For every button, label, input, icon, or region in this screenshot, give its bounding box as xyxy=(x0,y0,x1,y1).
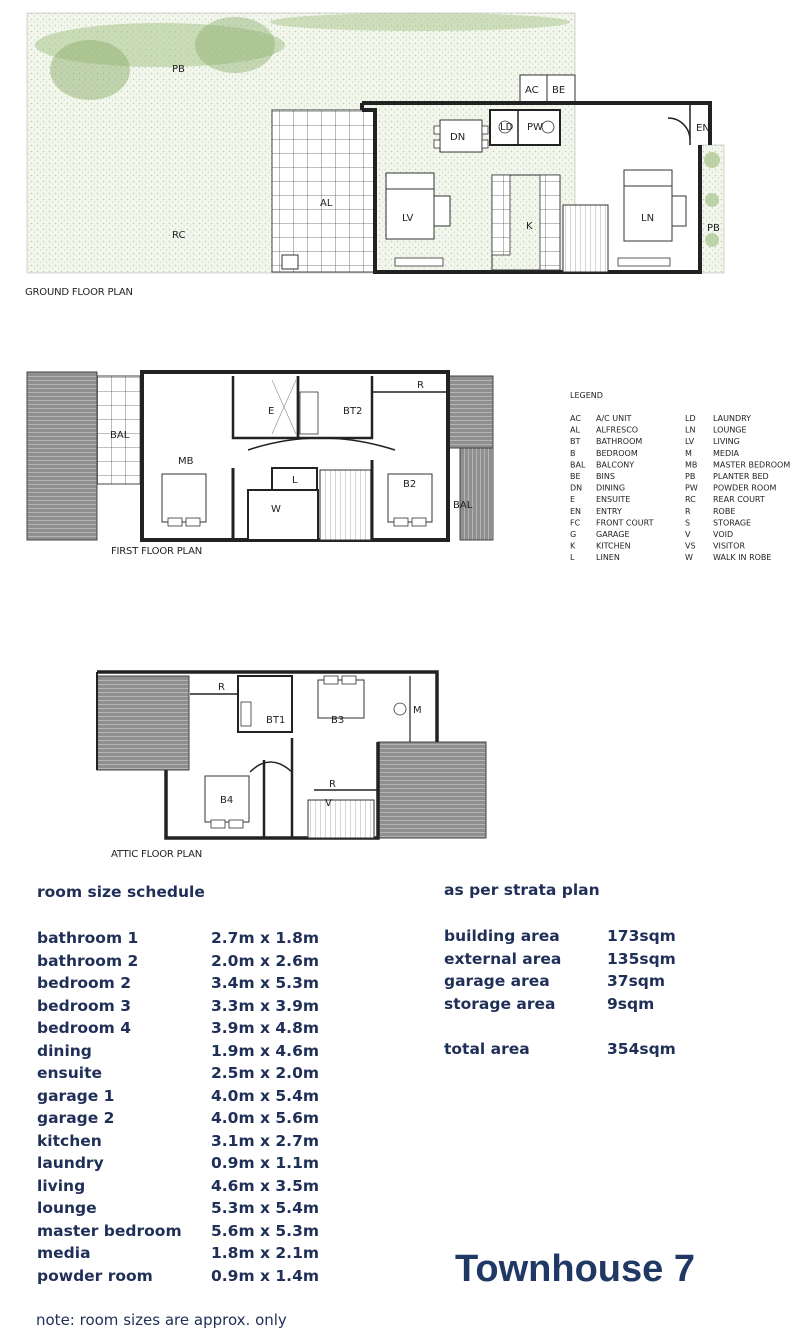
legend-code: B xyxy=(570,448,576,458)
schedule-room-size: 3.3m x 3.9m xyxy=(211,996,320,1015)
legend-name: ROBE xyxy=(713,506,736,516)
legend-name: LINEN xyxy=(596,553,620,563)
schedule-room-name: bathroom 1 xyxy=(37,929,139,947)
schedule-row xyxy=(37,1017,337,1040)
living-sofa xyxy=(386,173,434,189)
legend-name: FRONT COURT xyxy=(596,518,654,528)
strata-row xyxy=(444,925,784,948)
schedule-room-size: 4.0m x 5.4m xyxy=(211,1086,320,1105)
legend-name: BATHROOM xyxy=(596,437,643,447)
legend-name: MEDIA xyxy=(713,448,739,458)
strata-table xyxy=(444,925,784,1065)
label-b3: B3 xyxy=(331,715,345,726)
legend-code: BE xyxy=(570,472,581,481)
schedule-room-size: 1.8m x 2.1m xyxy=(211,1244,320,1262)
schedule-row xyxy=(37,1265,337,1288)
strata-row-name: storage area xyxy=(444,994,556,1013)
label-rc: RC xyxy=(172,230,186,241)
legend-code: K xyxy=(570,541,576,551)
schedule-room-name: master bedroom xyxy=(37,1221,182,1240)
first-stairs xyxy=(320,470,372,540)
label-dn: DN xyxy=(450,132,466,143)
legend-code: AC xyxy=(570,414,581,423)
label-w: W xyxy=(271,504,281,515)
first-floor-title: FIRST FLOOR PLAN xyxy=(111,546,203,557)
strata-row-value: 37sqm xyxy=(607,972,666,990)
schedule-row xyxy=(37,1130,337,1153)
label-be: BE xyxy=(552,85,566,96)
label-pb-side: PB xyxy=(707,223,720,234)
first-deck-left xyxy=(27,372,97,540)
ground-floor-plan xyxy=(25,13,724,298)
first-deck-right xyxy=(460,448,493,540)
label-mb: MB xyxy=(178,456,194,467)
schedule-room-size: 0.9m x 1.1m xyxy=(211,1154,320,1172)
label-ac: AC xyxy=(525,85,539,96)
legend-title: LEGEND xyxy=(570,391,603,400)
label-bt2: BT2 xyxy=(343,406,363,417)
schedule-room-name: bedroom 3 xyxy=(37,996,131,1015)
room-schedule-table xyxy=(37,927,357,1287)
attic-floor-plan xyxy=(97,672,486,860)
legend-code: PB xyxy=(685,472,696,481)
schedule-room-name: laundry xyxy=(37,1154,104,1172)
schedule-room-name: living xyxy=(37,1176,86,1195)
legend-name: ALFRESCO xyxy=(596,425,639,435)
legend-code: EN xyxy=(570,506,582,516)
legend-code: FC xyxy=(570,518,581,528)
label-l: L xyxy=(292,475,298,486)
schedule-room-name: dining xyxy=(37,1041,92,1060)
label-ln: LN xyxy=(641,213,655,224)
schedule-room-name: garage 1 xyxy=(37,1086,115,1105)
legend-code: LV xyxy=(685,437,695,447)
legend-name: ENSUITE xyxy=(596,495,631,505)
schedule-room-size: 3.1m x 2.7m xyxy=(211,1131,320,1150)
legend-name: REAR COURT xyxy=(713,495,765,505)
legend-name: LAUNDRY xyxy=(713,414,752,423)
room-schedule-title: room size schedule xyxy=(37,883,205,901)
label-r2: R xyxy=(329,779,336,790)
schedule-room-name: kitchen xyxy=(37,1131,102,1150)
schedule-row xyxy=(37,1175,337,1198)
schedule-row xyxy=(37,1220,337,1243)
schedule-row xyxy=(37,1197,337,1220)
schedule-room-name: bedroom 4 xyxy=(37,1019,131,1037)
ground-stairs xyxy=(563,205,608,272)
schedule-room-size: 2.7m x 1.8m xyxy=(211,929,320,947)
attic-floor-title: ATTIC FLOOR PLAN xyxy=(111,849,203,860)
schedule-room-size: 5.6m x 5.3m xyxy=(211,1221,320,1240)
label-b2: B2 xyxy=(403,479,417,490)
legend-name: LIVING xyxy=(713,437,740,447)
strata-total-name: total area xyxy=(444,1040,530,1058)
strata-row-name: external area xyxy=(444,949,562,968)
schedule-room-name: garage 2 xyxy=(37,1109,115,1127)
label-k: K xyxy=(526,221,533,232)
legend-name: GARAGE xyxy=(596,530,630,539)
schedule-room-size: 2.5m x 2.0m xyxy=(211,1064,320,1082)
schedule-room-size: 4.6m x 3.5m xyxy=(211,1176,320,1195)
alfresco-tiles xyxy=(272,110,375,272)
legend-name: WALK IN ROBE xyxy=(713,553,772,563)
schedule-room-name: bedroom 2 xyxy=(37,974,131,992)
legend-code: M xyxy=(685,448,692,458)
legend-code: L xyxy=(570,553,575,563)
strata-row xyxy=(444,970,784,993)
legend-name: MASTER BEDROOM xyxy=(713,460,791,470)
legend-name: VOID xyxy=(713,530,734,539)
label-b4: B4 xyxy=(220,795,234,806)
schedule-row xyxy=(37,927,337,950)
strata-row-value: 135sqm xyxy=(607,949,676,968)
legend-code: G xyxy=(570,530,577,539)
label-r: R xyxy=(417,380,424,391)
label-bt1: BT1 xyxy=(266,715,286,726)
label-m: M xyxy=(413,705,422,716)
size-note: note: room sizes are approx. only xyxy=(36,1311,287,1329)
schedule-room-size: 0.9m x 1.4m xyxy=(211,1266,320,1285)
legend-code: AL xyxy=(570,425,580,435)
legend-code: LN xyxy=(685,425,696,435)
property-title: Townhouse 7 xyxy=(455,1248,695,1290)
legend-code: MB xyxy=(685,460,698,470)
legend xyxy=(570,391,790,562)
legend-name: BEDROOM xyxy=(596,448,638,458)
legend-name: PLANTER BED xyxy=(713,472,769,481)
label-bal-left: BAL xyxy=(110,430,130,441)
schedule-room-name: media xyxy=(37,1244,91,1262)
schedule-room-name: bathroom 2 xyxy=(37,951,139,970)
schedule-room-size: 1.9m x 4.6m xyxy=(211,1041,320,1060)
strata-total-row xyxy=(444,1038,784,1061)
strata-row-value: 9sqm xyxy=(607,994,655,1013)
first-floor-plan xyxy=(27,372,493,557)
label-pb-top: PB xyxy=(172,64,185,75)
schedule-row xyxy=(37,972,337,995)
strata-row xyxy=(444,948,784,971)
legend-code: S xyxy=(685,518,691,528)
strata-total-value: 354sqm xyxy=(607,1040,676,1058)
strata-row-name: garage area xyxy=(444,972,550,990)
schedule-room-size: 5.3m x 5.4m xyxy=(211,1199,320,1217)
label-ld: LD xyxy=(500,122,514,133)
schedule-room-size: 4.0m x 5.6m xyxy=(211,1109,320,1127)
strata-row-value: 173sqm xyxy=(607,927,676,945)
schedule-room-size: 3.9m x 4.8m xyxy=(211,1019,320,1037)
schedule-room-size: 2.0m x 2.6m xyxy=(211,951,320,970)
legend-code: DN xyxy=(570,483,583,493)
schedule-row xyxy=(37,1085,337,1108)
schedule-room-name: powder room xyxy=(37,1266,153,1285)
schedule-row xyxy=(37,1040,337,1063)
legend-name: LOUNGE xyxy=(713,425,747,435)
legend-name: STORAGE xyxy=(713,518,752,528)
strata-row-name: building area xyxy=(444,927,560,945)
legend-code: PW xyxy=(685,483,698,493)
legend-code: LD xyxy=(685,414,696,423)
strata-title: as per strata plan xyxy=(444,881,600,899)
attic-deck-right xyxy=(378,742,486,838)
schedule-row xyxy=(37,1107,337,1130)
schedule-room-name: ensuite xyxy=(37,1064,103,1082)
legend-code: V xyxy=(685,530,691,539)
label-v: V xyxy=(325,798,332,809)
attic-stairs xyxy=(308,800,374,838)
schedule-row xyxy=(37,1152,337,1175)
master-bed xyxy=(162,474,206,522)
legend-code: VS xyxy=(685,541,696,551)
legend-code: W xyxy=(685,553,693,563)
legend-name: DINING xyxy=(596,483,626,493)
label-bal-right: BAL xyxy=(453,500,473,511)
legend-name: BALCONY xyxy=(596,460,635,470)
schedule-row xyxy=(37,995,337,1018)
legend-code: R xyxy=(685,506,691,516)
label-e: E xyxy=(268,406,275,417)
label-lv: LV xyxy=(402,213,414,224)
attic-deck-left xyxy=(97,676,189,770)
schedule-room-size: 3.4m x 5.3m xyxy=(211,974,320,992)
schedule-row xyxy=(37,950,337,973)
schedule-row xyxy=(37,1062,337,1085)
ground-floor-title: GROUND FLOOR PLAN xyxy=(25,287,133,298)
legend-code: RC xyxy=(685,495,696,505)
legend-name: ENTRY xyxy=(596,506,622,516)
legend-name: POWDER ROOM xyxy=(713,483,777,493)
lounge-sofa xyxy=(624,170,672,186)
legend-code: BT xyxy=(570,437,581,447)
label-al: AL xyxy=(320,198,333,209)
legend-name: KITCHEN xyxy=(596,541,631,551)
schedule-row xyxy=(37,1242,337,1265)
legend-name: VISITOR xyxy=(713,541,746,551)
schedule-room-name: lounge xyxy=(37,1199,97,1217)
label-en: EN xyxy=(696,123,710,134)
legend-name: A/C UNIT xyxy=(596,414,632,423)
strata-row xyxy=(444,993,784,1016)
legend-code: E xyxy=(570,495,576,505)
legend-code: BAL xyxy=(570,460,586,470)
bedroom3-bed xyxy=(318,680,364,718)
legend-name: BINS xyxy=(596,472,615,481)
label-pw: PW xyxy=(527,122,543,133)
label-r1: R xyxy=(218,682,225,693)
